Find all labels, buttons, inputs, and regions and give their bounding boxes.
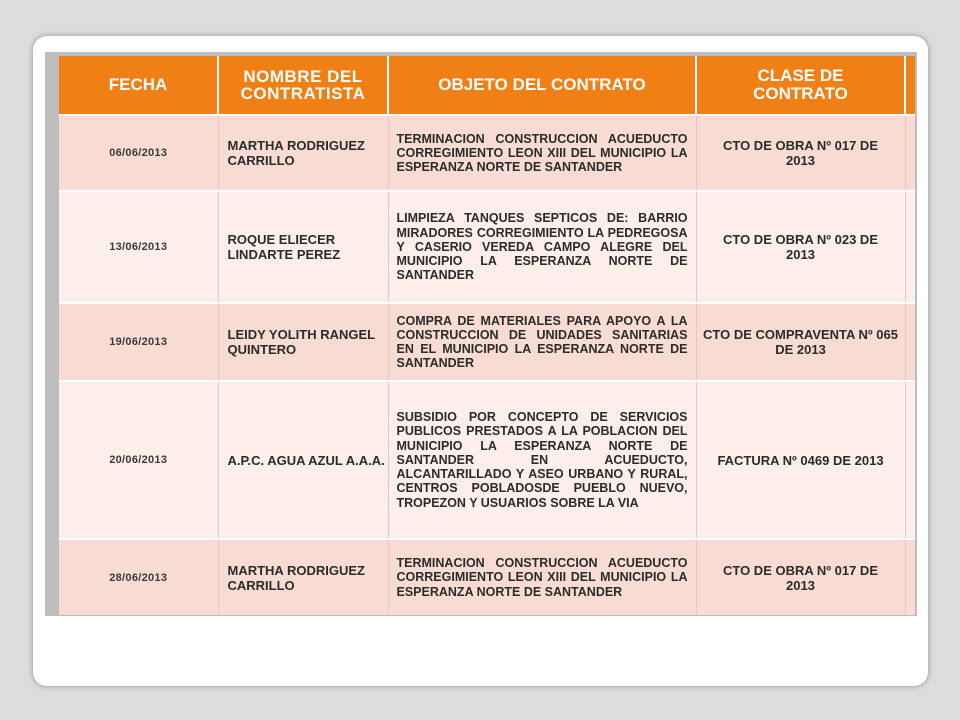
cell-objeto: COMPRA DE MATERIALES PARA APOYO A LA CONSTRUCCION DE UNIDADES SANITARIAS EN EL MUNICIPIO LA ESPERANZA NORTE DE SANTANDER: [388, 303, 696, 381]
cell-extra: [905, 381, 915, 539]
cell-nombre: A.P.C. AGUA AZUL A.A.A.: [218, 381, 388, 539]
table-header-row: [59, 56, 915, 115]
cell-extra: [905, 115, 915, 191]
contracts-table-container: [59, 56, 915, 616]
cell-objeto: TERMINACION CONSTRUCCION ACUEDUCTO CORREGIMIENTO LEON XIII DEL MUNICIPIO LA ESPERANZA NORTE DE SANTANDER: [388, 539, 696, 615]
cell-fecha: 13/06/2013: [59, 191, 218, 303]
cell-objeto: SUBSIDIO POR CONCEPTO DE SERVICIOS PUBLICOS PRESTADOS A LA POBLACION DEL MUNICIPIO LA ESPERANZA NORTE DE SANTANDER EN ACUEDUCTO, ALCANTARILLADO Y ASEO URBANO Y RURAL, CENTROS POBLADOSDE PUEBLO NUEVO, TROPEZON Y USUARIOS SOBRE LA VIA: [388, 381, 696, 539]
cell-objeto: TERMINACION CONSTRUCCION ACUEDUCTO CORREGIMIENTO LEON XIII DEL MUNICIPIO LA ESPERANZA NORTE DE SANTANDER: [388, 115, 696, 191]
cell-nombre: ROQUE ELIECER LINDARTE PEREZ: [218, 191, 388, 303]
cell-clase: CTO DE OBRA Nº 017 DE 2013: [696, 539, 905, 615]
table-row: [59, 381, 915, 539]
table-row: [59, 115, 915, 191]
cell-clase: FACTURA Nº 0469 DE 2013: [696, 381, 905, 539]
cell-fecha: 06/06/2013: [59, 115, 218, 191]
contracts-table: [59, 56, 915, 615]
table-row: [59, 191, 915, 303]
cell-extra: [905, 303, 915, 381]
cell-clase: CTO DE OBRA Nº 017 DE 2013: [696, 115, 905, 191]
header-nombre: NOMBRE DEL CONTRATISTA: [218, 56, 388, 115]
cell-fecha: 20/06/2013: [59, 381, 218, 539]
header-fecha: FECHA: [59, 56, 218, 115]
cell-fecha: 19/06/2013: [59, 303, 218, 381]
cell-clase: CTO DE OBRA Nº 023 DE 2013: [696, 191, 905, 303]
cell-extra: [905, 539, 915, 615]
cell-fecha: 28/06/2013: [59, 539, 218, 615]
table-row: [59, 303, 915, 381]
table-row: [59, 539, 915, 615]
cell-extra: [905, 191, 915, 303]
cell-objeto: LIMPIEZA TANQUES SEPTICOS DE: BARRIO MIRADORES CORREGIMIENTO LA PEDREGOSA Y CASERIO VEREDA CAMPO ALEGRE DEL MUNICIPIO LA ESPERANZA NORTE DE SANTANDER: [388, 191, 696, 303]
header-objeto: OBJETO DEL CONTRATO: [388, 56, 696, 115]
cell-nombre: LEIDY YOLITH RANGEL QUINTERO: [218, 303, 388, 381]
header-extra: [905, 56, 915, 115]
cell-nombre: MARTHA RODRIGUEZ CARRILLO: [218, 115, 388, 191]
header-clase: CLASE DE CONTRATO: [696, 56, 905, 115]
cell-clase: CTO DE COMPRAVENTA Nº 065 DE 2013: [696, 303, 905, 381]
cell-nombre: MARTHA RODRIGUEZ CARRILLO: [218, 539, 388, 615]
